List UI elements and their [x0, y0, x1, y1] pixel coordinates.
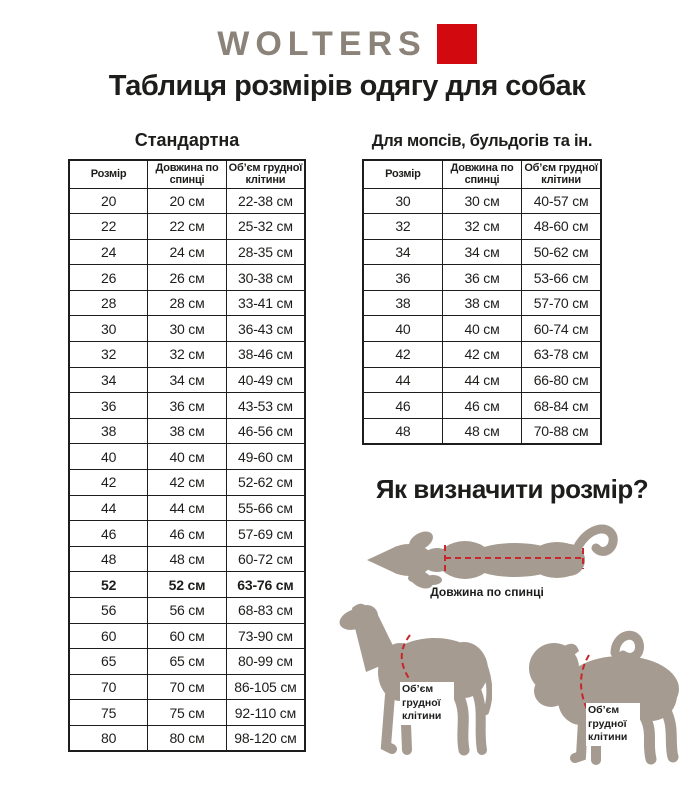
size-table-cell: 55-66 см [226, 495, 305, 521]
standard-size-table [68, 159, 306, 752]
size-table-cell: 46 [363, 393, 442, 419]
size-table-row [363, 188, 601, 214]
column-header-size: Розмір [363, 160, 442, 188]
size-table-row [69, 418, 305, 444]
size-table-cell: 44 [363, 367, 442, 393]
size-table-cell: 28-35 см [226, 239, 305, 265]
size-table-cell: 34 см [148, 367, 227, 393]
size-table-cell: 30 см [148, 316, 227, 342]
size-table-cell: 30 [69, 316, 148, 342]
size-table-cell: 22-38 см [226, 188, 305, 214]
size-table-row [69, 239, 305, 265]
size-table-cell: 40 см [442, 316, 521, 342]
size-table-row [69, 367, 305, 393]
size-table-cell: 66-80 см [522, 367, 601, 393]
size-table-cell: 34 см [442, 239, 521, 265]
size-table-cell: 33-41 см [226, 290, 305, 316]
size-table-row [69, 265, 305, 291]
size-table-row [69, 700, 305, 726]
size-table-cell: 30-38 см [226, 265, 305, 291]
size-table-cell: 40 [363, 316, 442, 342]
size-table-cell: 32 см [442, 214, 521, 240]
size-table-cell: 42 см [442, 342, 521, 368]
size-table-cell: 70 см [148, 674, 227, 700]
size-table-cell: 50-62 см [522, 239, 601, 265]
size-table-row [363, 214, 601, 240]
size-table-cell: 24 [69, 239, 148, 265]
size-table-cell: 30 см [442, 188, 521, 214]
size-table-cell: 80 [69, 725, 148, 751]
size-table-cell: 32 [363, 214, 442, 240]
dog-top-view-illustration [365, 515, 630, 593]
size-table-cell: 36 см [148, 393, 227, 419]
size-table-cell: 26 см [148, 265, 227, 291]
size-table-cell: 53-66 см [522, 265, 601, 291]
size-table-cell: 38 [69, 418, 148, 444]
size-table-cell: 40 [69, 444, 148, 470]
size-table-cell: 60-72 см [226, 546, 305, 572]
standard-table-title: Стандартна [134, 130, 240, 150]
dog-side-view-illustration [330, 600, 492, 758]
size-table-row [363, 316, 601, 342]
column-header-back-length: Довжина по спинці [442, 160, 521, 188]
size-table-row [69, 290, 305, 316]
size-table-cell: 38 [363, 290, 442, 316]
size-table-row [363, 393, 601, 419]
size-table-cell: 43-53 см [226, 393, 305, 419]
size-table-cell: 60-74 см [522, 316, 601, 342]
size-table-cell: 46 см [442, 393, 521, 419]
size-table-row [69, 674, 305, 700]
size-table-cell: 70-88 см [522, 418, 601, 444]
size-table-cell: 38 см [442, 290, 521, 316]
size-table-row [69, 342, 305, 368]
standard-sizes-section [68, 130, 306, 752]
column-header-chest: Об’єм грудної клітини [522, 160, 601, 188]
size-table-cell: 20 см [148, 188, 227, 214]
size-table-row [363, 290, 601, 316]
size-table-cell: 75 [69, 700, 148, 726]
size-table-cell: 46-56 см [226, 418, 305, 444]
size-table-cell: 63-76 см [226, 572, 305, 598]
size-table-cell: 63-78 см [522, 342, 601, 368]
size-table-row [69, 214, 305, 240]
size-table-row [363, 265, 601, 291]
size-table-cell: 48 [69, 546, 148, 572]
size-table-cell: 75 см [148, 700, 227, 726]
size-table-cell: 20 [69, 188, 148, 214]
size-table-row [69, 470, 305, 496]
pug-table-title: Для мопсів, бульдогів та ін. [371, 132, 593, 150]
size-table-cell: 52-62 см [226, 470, 305, 496]
size-table-cell: 38 см [148, 418, 227, 444]
size-table-cell: 34 [69, 367, 148, 393]
table-header-row [69, 160, 305, 188]
size-table-row [69, 725, 305, 751]
size-table-cell: 73-90 см [226, 623, 305, 649]
size-table-cell: 98-120 см [226, 725, 305, 751]
size-table-cell: 65 см [148, 649, 227, 675]
brand-logo [0, 20, 694, 68]
size-table-cell: 30 [363, 188, 442, 214]
size-table-cell: 38-46 см [226, 342, 305, 368]
size-table-cell: 68-83 см [226, 598, 305, 624]
size-table-row [363, 342, 601, 368]
table-header-row [363, 160, 601, 188]
size-table-cell: 44 см [148, 495, 227, 521]
size-table-cell: 46 см [148, 521, 227, 547]
size-table-cell: 48 см [148, 546, 227, 572]
size-table-cell: 68-84 см [522, 393, 601, 419]
chest-label: Об’єм грудної клітини [586, 703, 640, 746]
size-table-row [69, 444, 305, 470]
page-title: Таблиця розмірів одягу для собак [108, 70, 586, 102]
size-table-row [69, 623, 305, 649]
size-table-cell: 60 см [148, 623, 227, 649]
size-table-cell: 42 см [148, 470, 227, 496]
column-header-size: Розмір [69, 160, 148, 188]
size-table-cell: 70 [69, 674, 148, 700]
size-table-row [69, 393, 305, 419]
chest-label: Об’єм грудної клітини [400, 682, 454, 725]
size-table-cell: 80-99 см [226, 649, 305, 675]
size-table-cell: 48 см [442, 418, 521, 444]
size-table-row [69, 495, 305, 521]
column-header-back-length: Довжина по спинці [148, 160, 227, 188]
size-table-cell: 34 [363, 239, 442, 265]
size-table-cell: 60 [69, 623, 148, 649]
pug-sizes-section [362, 130, 602, 445]
size-table-row [69, 188, 305, 214]
size-table-cell: 44 [69, 495, 148, 521]
size-table-cell: 42 [363, 342, 442, 368]
column-header-chest: Об’єм грудної клітини [226, 160, 305, 188]
back-length-label: Довжина по спинці [430, 585, 544, 599]
size-table-cell: 22 [69, 214, 148, 240]
size-table-row [69, 521, 305, 547]
size-table-cell: 92-110 см [226, 700, 305, 726]
size-table-cell: 36-43 см [226, 316, 305, 342]
size-table-row [69, 572, 305, 598]
size-table-cell: 28 [69, 290, 148, 316]
size-table-cell: 32 см [148, 342, 227, 368]
size-table-cell: 36 [69, 393, 148, 419]
size-table-cell: 25-32 см [226, 214, 305, 240]
size-table-row [363, 418, 601, 444]
size-table-cell: 65 [69, 649, 148, 675]
size-table-cell: 22 см [148, 214, 227, 240]
size-table-cell: 36 [363, 265, 442, 291]
brand-logo-square-icon [437, 24, 477, 64]
brand-logo-text: WOLTERS [217, 25, 427, 63]
size-table-cell: 32 [69, 342, 148, 368]
size-table-cell: 52 [69, 572, 148, 598]
size-table-cell: 44 см [442, 367, 521, 393]
size-table-cell: 86-105 см [226, 674, 305, 700]
bulldog-side-view-illustration [523, 625, 688, 768]
size-table-cell: 40 см [148, 444, 227, 470]
size-table-cell: 46 [69, 521, 148, 547]
size-table-cell: 57-69 см [226, 521, 305, 547]
size-table-cell: 24 см [148, 239, 227, 265]
size-table-cell: 57-70 см [522, 290, 601, 316]
size-table-cell: 56 [69, 598, 148, 624]
size-table-cell: 49-60 см [226, 444, 305, 470]
size-table-cell: 40-57 см [522, 188, 601, 214]
pug-size-table [362, 159, 602, 445]
size-table-row [363, 239, 601, 265]
size-table-cell: 42 [69, 470, 148, 496]
size-table-cell: 48 [363, 418, 442, 444]
size-table-row [363, 367, 601, 393]
size-table-cell: 36 см [442, 265, 521, 291]
size-table-cell: 48-60 см [522, 214, 601, 240]
size-table-cell: 56 см [148, 598, 227, 624]
size-table-row [69, 598, 305, 624]
size-table-cell: 40-49 см [226, 367, 305, 393]
size-table-row [69, 546, 305, 572]
size-table-cell: 26 [69, 265, 148, 291]
size-table-cell: 80 см [148, 725, 227, 751]
size-table-row [69, 649, 305, 675]
guide-title: Як визначити розмір? [375, 474, 649, 504]
size-table-cell: 28 см [148, 290, 227, 316]
size-table-cell: 52 см [148, 572, 227, 598]
size-table-row [69, 316, 305, 342]
